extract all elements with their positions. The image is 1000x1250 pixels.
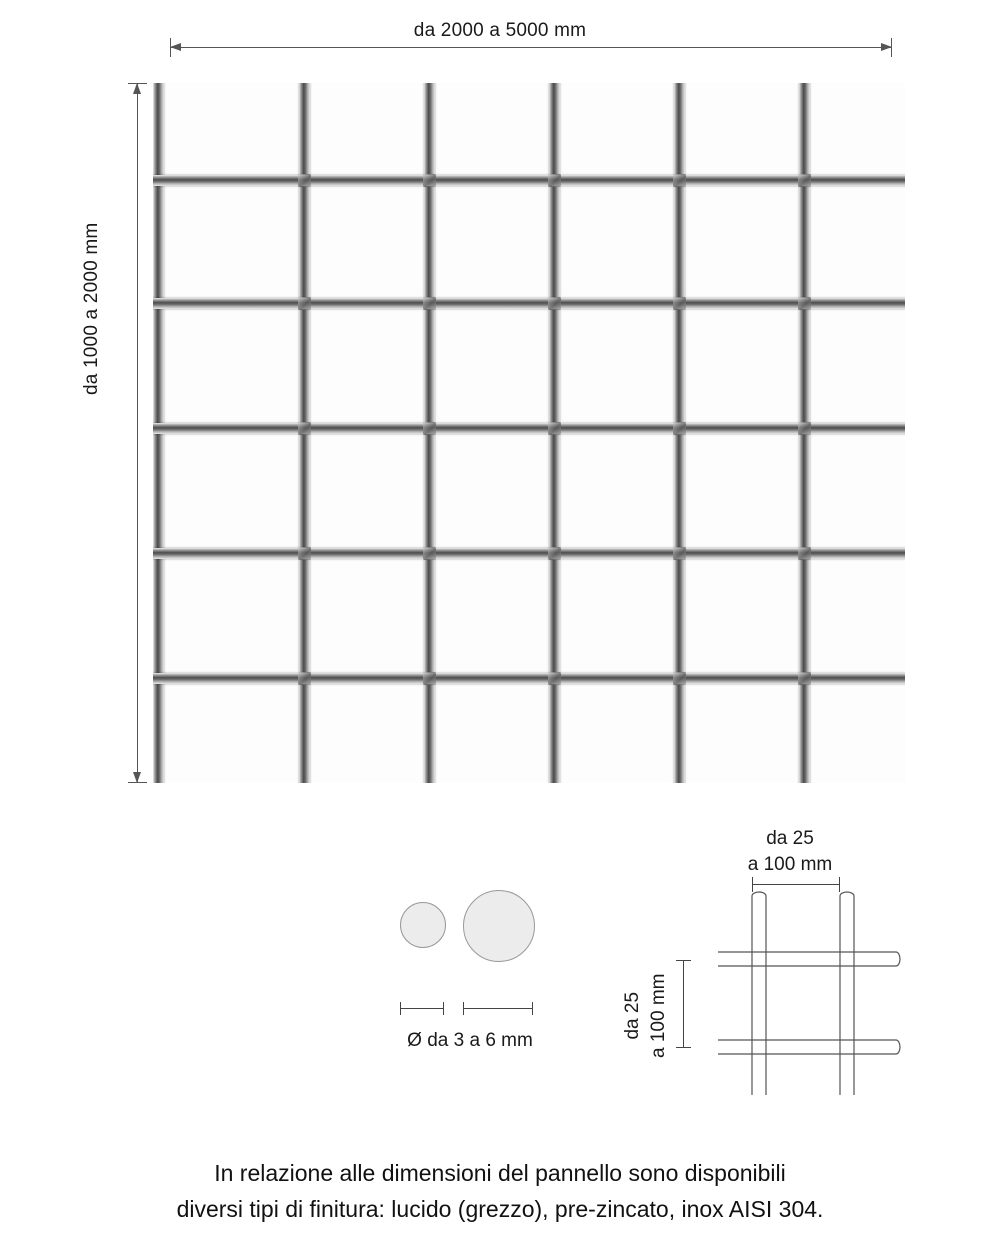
wire-section-large-circle (463, 890, 535, 962)
mesh-crossing-node (298, 297, 311, 310)
mesh-crossing-node (423, 672, 436, 685)
mesh-crossing-node (673, 672, 686, 685)
wire-diameter-tick-large (463, 1008, 533, 1009)
mesh-crossing-node (673, 297, 686, 310)
mesh-crossing-node (548, 297, 561, 310)
mesh-crossing-node (673, 422, 686, 435)
mesh-crossing-node (548, 547, 561, 560)
mesh-crossing-node (798, 174, 811, 187)
mesh-pitch-vertical-label-line1: da 25 (622, 991, 643, 1040)
panel-width-dimension-label: da 2000 a 5000 mm (413, 20, 587, 41)
mesh-wire-horizontal (153, 175, 905, 186)
mesh-pitch-vertical-dimension-line (683, 960, 684, 1048)
finish-caption-line1: In relazione alle dimensioni del pannello sono disponibili (214, 1160, 786, 1186)
panel-height-dimension-line (137, 83, 138, 783)
wire-diameter-tick-small (400, 1008, 444, 1009)
mesh-wire-horizontal (153, 423, 905, 434)
mesh-crossing-node (298, 547, 311, 560)
mesh-crossing-node (548, 422, 561, 435)
mesh-pitch-horizontal-dimension-line (752, 884, 840, 885)
mesh-pitch-vertical-label-line2: a 100 mm (648, 973, 669, 1058)
arrow-down-icon (133, 772, 141, 783)
mesh-crossing-node (298, 422, 311, 435)
mesh-wire-horizontal (153, 298, 905, 309)
finish-caption (0, 1155, 1000, 1227)
mesh-crossing-node (298, 672, 311, 685)
mesh-pitch-horizontal-label-line2: a 100 mm (747, 854, 833, 875)
wire-mesh-panel-image (153, 83, 905, 783)
mesh-pitch-vertical-label (620, 974, 672, 1058)
arrow-right-icon (881, 43, 892, 51)
finish-caption-line2: diversi tipi di finitura: lucido (grezzo), pre-zincato, inox AISI 304. (176, 1196, 824, 1222)
mesh-crossing-node (673, 547, 686, 560)
mesh-crossing-node (548, 174, 561, 187)
arrow-up-icon (133, 83, 141, 94)
mesh-crossing-node (673, 174, 686, 187)
mesh-crossing-node (798, 422, 811, 435)
wire-diameter-label: Ø da 3 a 6 mm (407, 1030, 533, 1051)
mesh-pitch-horizontal-label (700, 826, 880, 878)
mesh-opening-line-drawing (700, 890, 930, 1110)
panel-height-dimension-label: da 1000 a 2000 mm (81, 222, 102, 395)
wire-diameter-figure (380, 890, 560, 1065)
panel-width-dimension-line (170, 47, 892, 48)
mesh-crossing-node (798, 672, 811, 685)
mesh-crossing-node (798, 297, 811, 310)
mesh-crossing-node (423, 422, 436, 435)
mesh-crossing-node (298, 174, 311, 187)
mesh-crossing-node (423, 174, 436, 187)
mesh-crossing-node (548, 672, 561, 685)
mesh-crossing-node (798, 547, 811, 560)
mesh-crossing-node (423, 547, 436, 560)
mesh-pitch-horizontal-label-line1: da 25 (766, 828, 814, 849)
mesh-crossing-node (423, 297, 436, 310)
arrow-left-icon (170, 43, 181, 51)
wire-section-small-circle (400, 902, 446, 948)
mesh-wire-horizontal (153, 548, 905, 559)
mesh-wire-horizontal (153, 673, 905, 684)
